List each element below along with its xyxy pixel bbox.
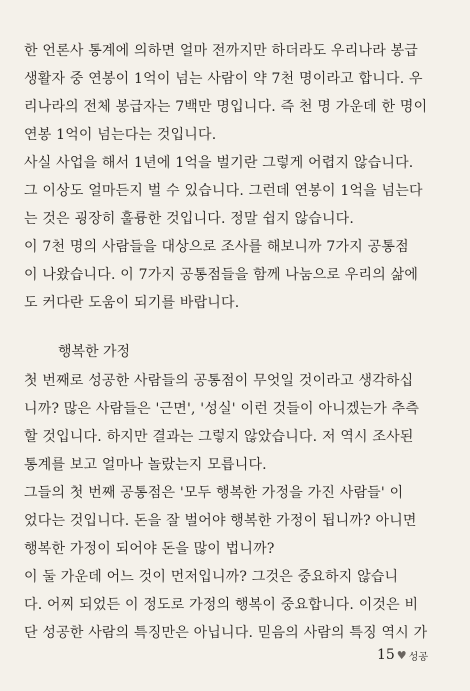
body-line: 그 이상도 얼마든지 벌 수 있습니다. 그런데 연봉이 1억을 넘는다 xyxy=(24,183,423,199)
body-line: 이 7천 명의 사람들을 대상으로 조사를 해보니까 7가지 공통점 xyxy=(24,239,409,255)
body-line: 이 둘 가운데 어느 것이 먼저입니까? 그것은 중요하지 않습니 xyxy=(24,569,399,585)
body-line: 다. 어찌 되었든 이 정도로 가정의 행복이 중요합니다. 이것은 비 xyxy=(24,597,419,613)
body-line: 연봉 1억이 넘는다는 것입니다. xyxy=(24,127,217,143)
body-line: 그들의 첫 번째 공통점은 '모두 행복한 가정을 가진 사람들' 이 xyxy=(24,485,404,501)
body-line: 행복한 가정이 되어야 돈을 많이 법니까? xyxy=(24,541,275,557)
body-line: 할 것입니다. 하지만 결과는 그렇지 않았습니다. 저 역시 조사된 xyxy=(24,429,414,445)
body-line: 는 것은 굉장히 훌륭한 것입니다. 정말 쉽지 않습니다. xyxy=(24,211,355,227)
body-line: 리나라의 전체 봉급자는 7백만 명입니다. 즉 천 명 가운데 한 명이 xyxy=(24,99,428,115)
body-line: 한 언론사 통계에 의하면 얼마 전까지만 하더라도 우리나라 봉급 xyxy=(24,43,419,59)
body-line: 도 커다란 도움이 되기를 바랍니다. xyxy=(24,295,240,311)
heart-icon: ♥ xyxy=(396,648,407,662)
body-line: 첫 번째로 성공한 사람들의 공통점이 무엇일 것이라고 생각하십 xyxy=(24,373,414,389)
body-line: 사실 사업을 해서 1년에 1억을 벌기란 그렇게 어렵지 않습니다. xyxy=(24,155,414,171)
section-name: 성공 xyxy=(408,651,428,663)
page-number: 15 xyxy=(376,647,395,663)
page-footer xyxy=(377,647,428,663)
body-line: 었다는 것입니다. 돈을 잘 벌어야 행복한 가정이 됩니까? 아니면 xyxy=(24,513,417,529)
body-line: 이 나왔습니다. 이 7가지 공통점들을 함께 나눔으로 우리의 삶에 xyxy=(24,267,419,283)
body-line: 니까? 많은 사람들은 '근면', '성실' 이런 것들이 아니겠는가 추측 xyxy=(24,401,420,417)
body-line: 통계를 보고 얼마나 놀랐는지 모릅니다. xyxy=(24,457,267,473)
body-line: 생활자 중 연봉이 1억이 넘는 사람이 약 7천 명이라고 합니다. 우 xyxy=(24,71,423,87)
body-line: 단 성공한 사람의 특징만은 아닙니다. 믿음의 사람의 특징 역시 가 xyxy=(24,625,428,641)
section-heading: 행복한 가정 xyxy=(58,344,131,360)
